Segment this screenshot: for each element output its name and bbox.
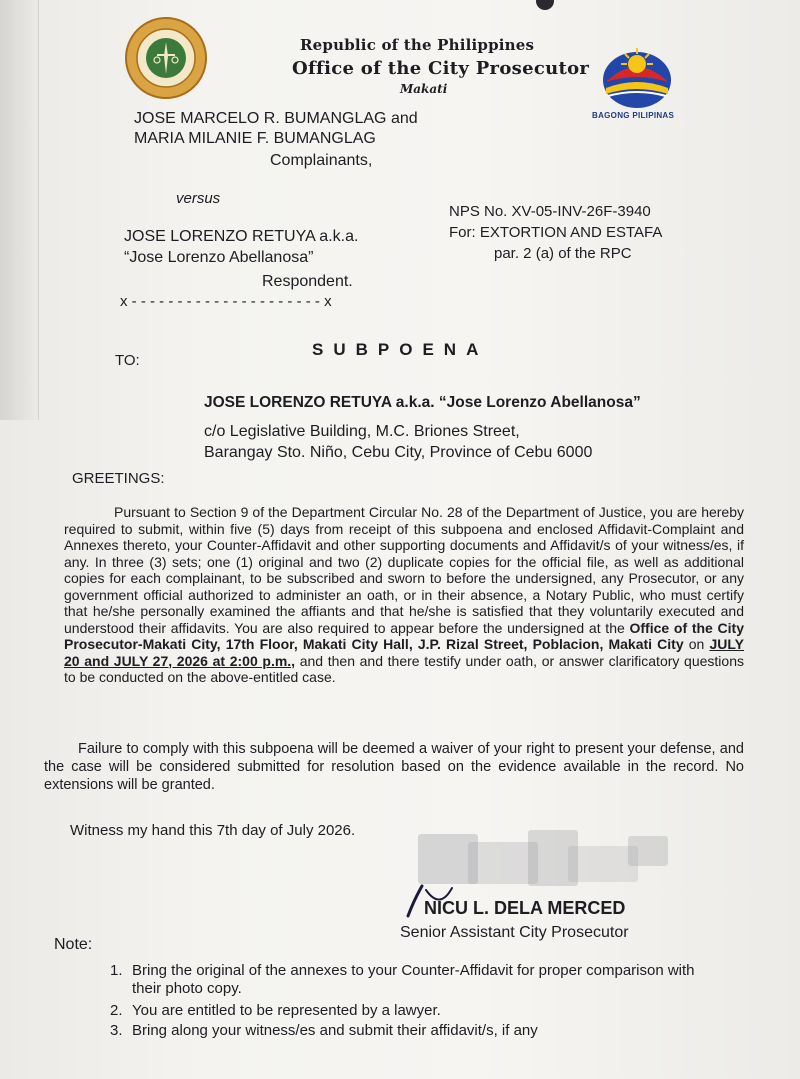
greetings-label: GREETINGS:	[72, 470, 165, 487]
nps-number: NPS No. XV-05-INV-26F-3940	[449, 203, 651, 220]
bagong-pilipinas-label: BAGONG PILIPINAS	[592, 111, 675, 120]
respondent-label: Respondent.	[262, 273, 353, 290]
complainant-line-1: JOSE MARCELO R. BUMANGLAG and	[134, 110, 418, 127]
to-label: TO:	[115, 352, 140, 369]
complainants-label: Complainants,	[270, 152, 373, 169]
offense-article: par. 2 (a) of the RPC	[494, 245, 632, 262]
bagong-pilipinas-logo-icon	[598, 42, 676, 110]
note-label: Note:	[54, 936, 93, 953]
hearing-dates: JULY 20 and JULY 27, 2026 at 2:00 p.m.,	[64, 636, 744, 669]
paragraph-1-on: on	[683, 636, 710, 652]
paragraph-1-text-b: and then and there testify under oath, or answer clarificatory questions to be conducted on the above-entitled case.	[64, 652, 744, 685]
paragraph-1-text-a: Pursuant to Section 9 of the Department Circular No. 28 of the Department of Justice, you are hereby required to submit, within five (5) days from receipt of this subpoena and enclosed Affidavit-Complaint and Annexes thereto, your Counter-Affidavit and other supporting documents and Affidavit/s of your witness/es, if any. In three (3) sets; one (1) original and two (2) duplicate copies for the official file, as well as additional copies for each complainant, to be subscribed and sworn to before the undersigned, any Prosecutor, or any government official authorized to administer an oath, or in their absence, a Notary Public, who must certify that he/she personally examined the affiants and that he/she is satisfied that they voluntarily executed and understood their affidavits. You are also required to appear before the undersigned at the	[64, 504, 744, 636]
respondent-line-2: “Jose Lorenzo Abellanosa”	[124, 249, 314, 266]
addressee-address-1: c/o Legislative Building, M.C. Briones Street,	[204, 423, 520, 440]
header-republic: Republic of the Philippines	[300, 36, 535, 54]
doj-seal-icon	[124, 16, 208, 100]
header-office: Office of the City Prosecutor	[292, 58, 590, 79]
binder-clip	[536, 0, 554, 10]
body-paragraph-1	[64, 504, 744, 686]
signatory-title: Senior Assistant City Prosecutor	[400, 924, 629, 941]
body-paragraph-2	[44, 740, 744, 794]
header-city: Makati	[400, 82, 448, 96]
offense-line: For: EXTORTION AND ESTAFA	[449, 224, 663, 241]
caption-divider: x - - - - - - - - - - - - - - - - - - - - - x	[120, 293, 332, 310]
document-title: SUBPOENA	[312, 340, 489, 359]
witness-line: Witness my hand this 7th day of July 2026.	[70, 822, 356, 839]
page-fold-shadow	[0, 0, 39, 420]
note-item-1: 1. Bring the original of the annexes to your Counter-Affidavit for proper comparison with	[110, 962, 695, 979]
addressee-name: JOSE LORENZO RETUYA a.k.a. “Jose Lorenzo Abellanosa”	[204, 394, 641, 411]
complainant-line-2: MARIA MILANIE F. BUMANGLAG	[134, 130, 376, 147]
note-item-2: 2. You are entitled to be represented by a lawyer.	[110, 1002, 441, 1019]
signatory-name: NICU L. DELA MERCED	[424, 898, 626, 918]
paragraph-2-text: Failure to comply with this subpoena will be deemed a waiver of your right to present your defense, and the case will be considered submitted for resolution based on the evidence available in the record. No extensions will be granted.	[44, 741, 744, 793]
versus-label: versus	[176, 190, 221, 207]
note-item-1-continued: their photo copy.	[132, 980, 242, 997]
note-item-3: 3. Bring along your witness/es and submit their affidavit/s, if any	[110, 1022, 538, 1039]
hearing-venue: Office of the City Prosecutor-Makati City, 17th Floor, Makati City Hall, J.P. Rizal Street, Poblacion, Makati City	[64, 619, 744, 652]
addressee-address-2: Barangay Sto. Niño, Cebu City, Province of Cebu 6000	[204, 444, 593, 461]
respondent-line-1: JOSE LORENZO RETUYA a.k.a.	[124, 228, 359, 245]
